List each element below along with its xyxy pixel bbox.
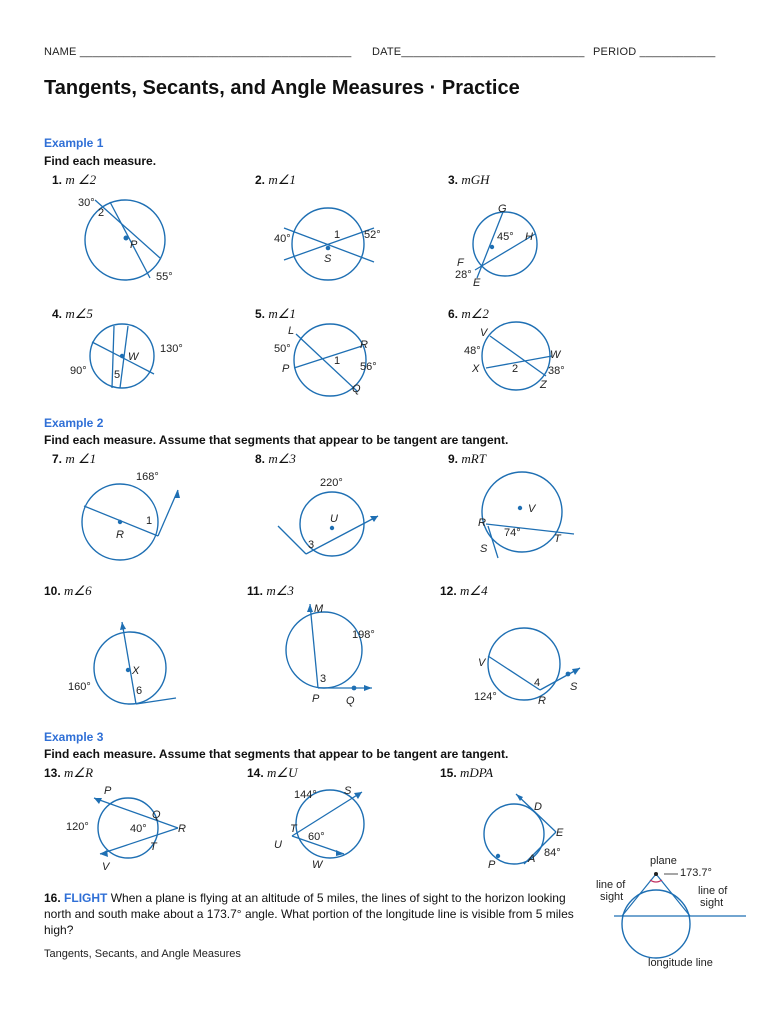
fig1-label-2: 2 [98, 207, 105, 219]
problem-8-label: 8. m∠3 [255, 451, 296, 466]
fig6-label-x: X [472, 363, 480, 375]
problem-11-label: 11. m∠3 [247, 583, 294, 598]
fig15-label-a: A [528, 853, 536, 865]
fig6-label-38: 38° [548, 365, 565, 377]
figure-problem-10 [66, 612, 186, 712]
flight-label-los-right-1: line of [698, 885, 728, 897]
fig14-label-s: S [344, 785, 352, 797]
example2-instruction: Find each measure. Assume that segments that appear to be tangent are tangent. [44, 433, 509, 447]
figure-problem-2 [270, 200, 390, 280]
fig13-label-40: 40° [130, 823, 147, 835]
figure-problem-1 [70, 190, 190, 290]
problem-3-label: 3. mGH [448, 172, 490, 187]
fig6-label-z: Z [540, 379, 547, 391]
date-field: DATE_____________________________ [372, 46, 585, 58]
figure-problem-9 [474, 468, 584, 564]
question-16-number: 16. [44, 891, 61, 905]
figure-problem-15 [476, 788, 586, 878]
fig4-label-5: 5 [114, 369, 121, 381]
fig15-label-e: E [556, 827, 564, 839]
figure-problem-11 [276, 598, 396, 708]
fig9-label-74: 74° [504, 527, 521, 539]
fig8-label-3: 3 [308, 539, 315, 551]
fig9-label-s: S [480, 543, 488, 555]
problem-15-label: 15. mDPA [440, 765, 494, 780]
fig9-label-v: V [528, 503, 536, 515]
fig12-label-4: 4 [534, 677, 541, 689]
fig12-label-124: 124° [474, 691, 497, 703]
figure-problem-14 [270, 782, 390, 878]
fig13-label-p: P [104, 785, 112, 797]
fig4-label-90: 90° [70, 365, 87, 377]
fig4-label-w: W [128, 351, 139, 363]
fig14-label-u: U [274, 839, 282, 851]
flight-label-longitude: longitude line [648, 957, 713, 969]
problem-1-label: 1. m ∠2 [52, 172, 97, 187]
fig11-label-p: P [312, 693, 320, 705]
problem-6-label: 6. m∠2 [448, 306, 489, 321]
fig3-label-e: E [473, 277, 481, 289]
fig2-label-52: 52° [364, 229, 381, 241]
fig11-label-3: 3 [320, 673, 327, 685]
fig13-label-r: R [178, 823, 186, 835]
fig3-label-f: F [457, 257, 464, 269]
question-16 [44, 890, 584, 938]
problem-5-label: 5. m∠1 [255, 306, 296, 321]
fig5-label-50: 50° [274, 343, 291, 355]
fig13-label-q: Q [152, 809, 161, 821]
fig11-label-198: 198° [352, 629, 375, 641]
figure-flight [594, 854, 754, 970]
flight-label-angle: 173.7° [680, 867, 712, 879]
fig7-label-168: 168° [136, 471, 159, 483]
fig7-label-1: 1 [146, 515, 153, 527]
problem-12-label: 12. m∠4 [440, 583, 488, 598]
example3-instruction: Find each measure. Assume that segments that appear to be tangent are tangent. [44, 747, 509, 761]
fig3-label-h: H [525, 231, 533, 243]
fig15-label-84: 84° [544, 847, 561, 859]
fig7-label-r: R [116, 529, 124, 541]
figure-problem-7 [76, 466, 196, 566]
fig13-label-t: T [150, 841, 157, 853]
fig8-label-u: U [330, 513, 338, 525]
flight-label-los-left-1: line of [596, 879, 626, 891]
period-field: PERIOD ____________ [593, 46, 716, 58]
fig3-label-g: G [498, 203, 507, 215]
fig5-label-l: L [288, 325, 295, 337]
fig6-label-48: 48° [464, 345, 481, 357]
fig5-label-q: Q [352, 383, 361, 395]
page-footer: Tangents, Secants, and Angle Measures [44, 948, 241, 960]
fig6-label-v: V [480, 327, 488, 339]
problem-7-label: 7. m ∠1 [52, 451, 97, 466]
name-field: NAME ___________________________________________ [44, 46, 352, 58]
problem-9-label: 9. mRT [448, 451, 486, 466]
figure-problem-6 [462, 318, 572, 398]
figure-problem-4 [66, 318, 186, 398]
example1-instruction: Find each measure. [44, 154, 157, 168]
fig3-label-28: 28° [455, 269, 472, 281]
example2-heading: Example 2 [44, 416, 104, 430]
example1-heading: Example 1 [44, 136, 104, 150]
problem-14-label: 14. m∠U [247, 765, 298, 780]
figure-problem-13 [64, 782, 194, 878]
flight-label-plane: plane [650, 855, 677, 867]
fig12-label-s: S [570, 681, 578, 693]
fig14-label-t: T [290, 823, 297, 835]
page-title: Tangents, Secants, and Angle Measures · Practice [44, 77, 520, 99]
problem-10-label: 10. m∠6 [44, 583, 92, 598]
question-16-text: When a plane is flying at an altitude of 5 miles, the lines of sight to the horizon looking north and south make about a 173.7° angle. What portion of the longitude line is visible from 5 miles high? [44, 891, 574, 937]
fig2-label-40: 40° [274, 233, 291, 245]
fig13-label-120: 120° [66, 821, 89, 833]
problem-2-label: 2. m∠1 [255, 172, 296, 187]
flight-label-los-left-2: sight [600, 891, 624, 903]
fig2-label-1: 1 [334, 229, 341, 241]
fig14-label-144: 144° [294, 789, 317, 801]
fig9-label-r: R [478, 517, 486, 529]
fig5-label-1: 1 [334, 355, 341, 367]
fig5-label-r: R [360, 339, 368, 351]
fig2-label-s: S [324, 253, 332, 265]
fig12-label-r: R [538, 695, 546, 707]
fig10-label-6: 6 [136, 685, 143, 697]
fig6-label-w: W [550, 349, 561, 361]
fig10-label-x: X [132, 665, 140, 677]
example3-heading: Example 3 [44, 730, 104, 744]
problem-4-label: 4. m∠5 [52, 306, 93, 321]
fig4-label-130: 130° [160, 343, 183, 355]
fig1-label-p: P [130, 239, 138, 251]
fig15-label-p: P [488, 859, 496, 871]
fig15-label-d: D [534, 801, 542, 813]
fig13-label-v: V [102, 861, 110, 873]
fig11-label-q: Q [346, 695, 355, 707]
fig1-label-55: 55° [156, 271, 173, 283]
figure-problem-8 [270, 476, 390, 566]
fig10-label-160: 160° [68, 681, 91, 693]
fig14-label-60: 60° [308, 831, 325, 843]
fig6-label-2: 2 [512, 363, 519, 375]
figure-problem-12 [470, 618, 590, 708]
fig1-label-30: 30° [78, 197, 95, 209]
problem-13-label: 13. m∠R [44, 765, 94, 780]
fig9-label-t: T [554, 533, 561, 545]
fig11-label-m: M [314, 603, 324, 615]
fig12-label-v: V [478, 657, 486, 669]
fig14-label-w: W [312, 859, 323, 871]
figure-problem-5 [270, 320, 390, 400]
fig5-label-p: P [282, 363, 290, 375]
fig8-label-220: 220° [320, 477, 343, 489]
fig3-label-45: 45° [497, 231, 514, 243]
figure-problem-3 [455, 200, 555, 290]
question-16-keyword: FLIGHT [64, 891, 108, 905]
fig5-label-56: 56° [360, 361, 377, 373]
flight-label-los-right-2: sight [700, 897, 724, 909]
